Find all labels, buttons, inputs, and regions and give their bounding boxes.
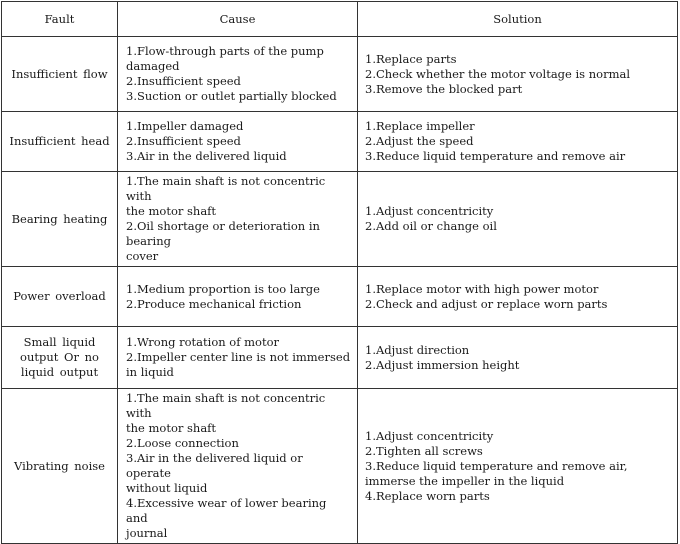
cause-line: 2.Impeller center line is not immersed xyxy=(126,350,351,364)
cause-line: 1.Flow-through parts of the pump damaged xyxy=(126,44,324,73)
header-row xyxy=(2,2,678,37)
cause-line: 1.The main shaft is not concentric with xyxy=(126,174,326,203)
cause-line: 2.Loose connection xyxy=(126,436,239,450)
solution-line: 1.Adjust concentricity xyxy=(365,204,494,218)
cause-line: 1.Medium proportion is too large xyxy=(126,281,320,296)
solution-cell xyxy=(358,267,678,327)
table-row xyxy=(2,389,678,544)
cause-cell xyxy=(118,172,358,267)
solution-cell xyxy=(358,172,678,267)
cause-line: the motor shaft xyxy=(126,204,217,218)
solution-line: 3.Reduce liquid temperature and remove air, xyxy=(365,458,628,473)
cause-line: 1.Wrong rotation of motor xyxy=(126,335,280,349)
cause-line: the motor shaft xyxy=(126,421,217,435)
solution-line: 2.Check and adjust or replace worn parts xyxy=(365,296,608,311)
table-row xyxy=(2,267,678,327)
solution-line: 1.Replace impeller xyxy=(365,119,475,133)
solution-line: 1.Adjust concentricity xyxy=(365,428,494,443)
solution-line: 2.Adjust immersion height xyxy=(365,357,520,372)
fault-line: output Or no xyxy=(20,350,99,364)
table-row xyxy=(2,172,678,267)
cause-line: 1.Impeller damaged xyxy=(126,119,244,133)
solution-cell xyxy=(358,389,678,544)
cause-line: 2.Produce mechanical friction xyxy=(126,296,302,311)
cause-line: 2.Insufficient speed xyxy=(126,134,241,148)
fault-cell: Vibrating noise xyxy=(2,389,118,544)
cause-line: 2.Insufficient speed xyxy=(126,74,241,88)
fault-cell: Insufficient head xyxy=(2,112,118,172)
solution-cell xyxy=(358,37,678,112)
fault-cell xyxy=(2,327,118,389)
cause-line: without liquid xyxy=(126,481,208,495)
fault-cell: Bearing heating xyxy=(2,172,118,267)
fault-cell: Power overload xyxy=(2,267,118,327)
cause-cell xyxy=(118,112,358,172)
cause-line: cover xyxy=(126,249,159,263)
solution-cell xyxy=(358,327,678,389)
cause-line: 4.Excessive wear of lower bearing and xyxy=(126,496,327,525)
cause-cell xyxy=(118,267,358,327)
fault-table xyxy=(1,1,678,544)
table-row xyxy=(2,327,678,389)
fault-line: liquid output xyxy=(20,365,99,379)
cause-line: 1.The main shaft is not concentric with xyxy=(126,391,326,420)
header-cause: Cause xyxy=(118,2,358,37)
cause-cell xyxy=(118,389,358,544)
solution-line: 2.Add oil or change oil xyxy=(365,219,497,233)
cause-line: 3.Suction or outlet partially blocked xyxy=(126,89,337,103)
solution-line: 2.Adjust the speed xyxy=(365,134,474,148)
cause-line: 3.Air in the delivered liquid or operate xyxy=(126,451,303,480)
fault-cell: Insufficient flow xyxy=(2,37,118,112)
cause-line: in liquid xyxy=(126,365,174,379)
table-row xyxy=(2,112,678,172)
solution-line: 1.Replace parts xyxy=(365,51,457,66)
solution-line: immerse the impeller in the liquid xyxy=(365,473,565,488)
fault-line: Small liquid xyxy=(23,335,96,349)
solution-cell xyxy=(358,112,678,172)
solution-line: 3.Reduce liquid temperature and remove air xyxy=(365,149,626,163)
cause-line: journal xyxy=(126,526,168,540)
header-solution: Solution xyxy=(358,2,678,37)
solution-line: 2.Tighten all screws xyxy=(365,443,483,458)
cause-cell xyxy=(118,327,358,389)
table-row xyxy=(2,37,678,112)
cause-line: 2.Oil shortage or deterioration in bearing xyxy=(126,219,320,248)
cause-cell xyxy=(118,37,358,112)
solution-line: 4.Replace worn parts xyxy=(365,488,490,503)
solution-line: 1.Replace motor with high power motor xyxy=(365,281,599,296)
solution-line: 2.Check whether the motor voltage is normal xyxy=(365,66,631,81)
solution-line: 3.Remove the blocked part xyxy=(365,81,523,96)
cause-line: 3.Air in the delivered liquid xyxy=(126,149,287,163)
solution-line: 1.Adjust direction xyxy=(365,342,470,357)
header-fault: Fault xyxy=(2,2,118,37)
